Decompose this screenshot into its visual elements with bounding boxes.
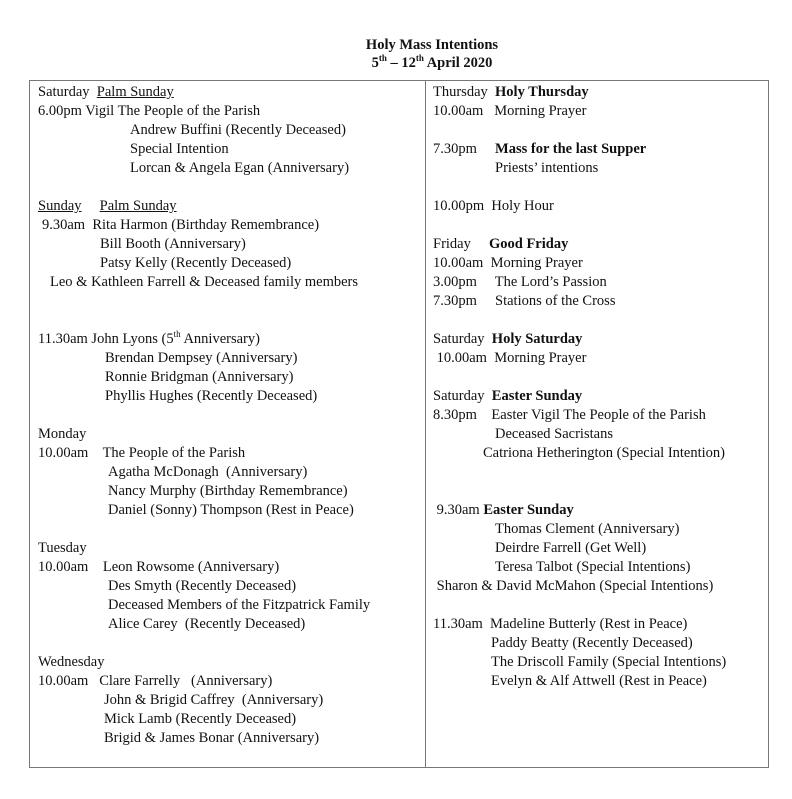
date-part: April 2020 [423,55,493,71]
intention-line: Deirdre Farrell (Get Well) [495,540,647,556]
intention-line: Lorcan & Angela Egan (Anniversary) [130,160,350,176]
intention-line: Sharon & David McMahon (Special Intentions) [433,578,714,594]
day-heading [433,83,589,102]
ordinal-sup: th [378,53,387,63]
intention-line: The Driscoll Family (Special Intentions) [491,654,727,670]
day-label: Saturday [433,388,485,404]
intention-line: Andrew Buffini (Recently Deceased) [130,122,346,138]
page-title: Holy Mass Intentions [365,37,499,53]
day-label: Saturday [38,84,90,100]
mass-line: 6.00pm Vigil The People of the Parish [38,103,261,119]
intention-line: Thomas Clement (Anniversary) [495,521,680,537]
intention-line: Special Intention [130,141,229,157]
day-label: Wednesday [38,654,105,670]
intention-line: Brigid & James Bonar (Anniversary) [104,730,320,746]
date-range [0,54,792,73]
mass-line: 10.00am Morning Prayer [433,255,583,271]
intention-line: John & Brigid Caffrey (Anniversary) [104,692,324,708]
date-part: – 12 [386,55,416,71]
intention-line: Paddy Beatty (Recently Deceased) [491,635,693,651]
intention-line: Phyllis Hughes (Recently Deceased) [105,388,318,404]
day-label: Friday [433,236,471,252]
mass-line: 10.00am The People of the Parish [38,445,246,461]
intention-line: Nancy Murphy (Birthday Remembrance) [108,483,348,499]
day-label: Saturday [433,331,485,347]
intention-line: Leo & Kathleen Farrell & Deceased family members [50,274,359,290]
mass-line: 10.00pm Holy Hour [433,198,554,214]
day-title: Easter Sunday [491,388,583,404]
intention-line: Alice Carey (Recently Deceased) [108,616,306,632]
day-title: Holy Thursday [495,84,589,100]
intention-line: Agatha McDonagh (Anniversary) [108,464,308,480]
day-label: Sunday [38,198,82,214]
intention-line: Teresa Talbot (Special Intentions) [495,559,691,575]
mass-line [38,330,260,349]
intention-line: Mick Lamb (Recently Deceased) [104,711,297,727]
mass-title: Mass for the last Supper [495,141,647,157]
day-label: Thursday [433,84,488,100]
mass-line: 10.00am Leon Rowsome (Anniversary) [38,559,280,575]
day-heading [433,330,582,349]
day-label: Tuesday [38,540,87,556]
mass-line: 10.00am Clare Farrelly (Anniversary) [38,673,273,689]
mass-line: 9.30am Rita Harmon (Birthday Remembrance) [42,217,320,233]
mass-line: 11.30am Madeline Butterly (Rest in Peace) [433,616,688,632]
ordinal-sup: th [415,53,424,63]
mass-line [433,140,646,159]
mass-title: Easter Sunday [483,502,574,518]
mass-line [433,501,574,520]
day-heading [38,197,177,216]
day-title: Good Friday [488,236,569,252]
mass-line: 10.00am Morning Prayer [433,350,587,366]
intention-line: Deceased Sacristans [495,426,613,442]
day-title: Palm Sunday [99,198,177,214]
day-label: Monday [38,426,87,442]
intention-line: Deceased Members of the Fitzpatrick Family [108,597,371,613]
intention-line: Bill Booth (Anniversary) [100,236,246,252]
day-heading [433,387,582,406]
intention-line: Ronnie Bridgman (Anniversary) [105,369,294,385]
mass-time: 7.30pm [433,141,477,157]
intention-line: Catriona Hetherington (Special Intention) [483,445,725,461]
mass-text: 11.30am John Lyons (5 [38,331,174,347]
day-title: Holy Saturday [491,331,583,347]
day-heading [433,235,568,254]
day-heading [38,83,174,102]
mass-line: 7.30pm Stations of the Cross [433,293,616,309]
mass-text: Anniversary) [180,331,260,347]
ordinal-sup: th [173,329,181,339]
intention-line: Evelyn & Alf Attwell (Rest in Peace) [491,673,707,689]
intention-line: Brendan Dempsey (Anniversary) [105,350,298,366]
mass-line: 10.00am Morning Prayer [433,103,587,119]
day-title: Palm Sunday [96,84,174,100]
intention-line: Patsy Kelly (Recently Deceased) [100,255,292,271]
column-divider [425,80,426,768]
intention-line: Priests’ intentions [495,160,599,176]
mass-line: 3.00pm The Lord’s Passion [433,274,607,290]
mass-time: 9.30am [433,502,480,518]
mass-line: 8.30pm Easter Vigil The People of the Parish [433,407,706,423]
date-part: 5 [371,55,379,71]
intention-line: Des Smyth (Recently Deceased) [108,578,297,594]
intention-line: Daniel (Sonny) Thompson (Rest in Peace) [108,502,354,518]
